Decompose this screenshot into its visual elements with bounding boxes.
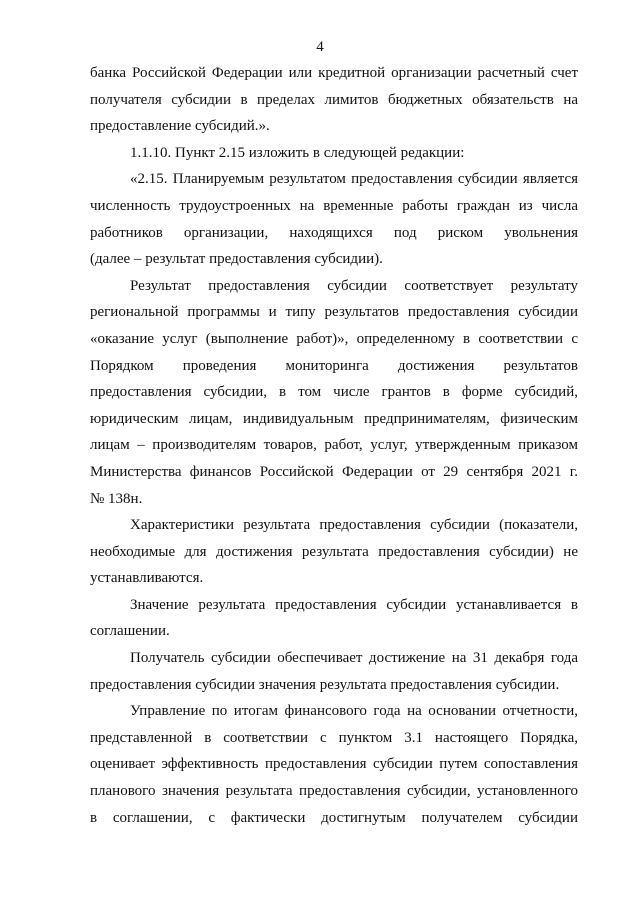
text-line: в соглашении, с фактически достигнутым получателем субсидии: [90, 809, 578, 826]
text-line: лицам – производителям товаров, работ, услуг, утвержденным приказом: [90, 437, 578, 454]
text-line: оценивает эффективность предоставления субсидии путем сопоставления: [90, 756, 578, 773]
text-line: работников организации, находящихся под риском увольнения: [90, 224, 578, 241]
text-line: устанавливаются.: [90, 570, 204, 587]
text-line: представленной в соответствии с пунктом 3.1 настоящего Порядка,: [90, 729, 578, 746]
text-line: Результат предоставления субсидии соответствует результату: [130, 277, 578, 294]
text-line: 1.1.10. Пункт 2.15 изложить в следующей редакции:: [130, 144, 465, 161]
text-line: предоставления субсидии, в том числе грантов в форме субсидий,: [90, 384, 578, 401]
text-line: юридическим лицам, индивидуальным предпринимателям, физическим: [90, 410, 578, 427]
text-line: (далее – результат предоставления субсидии).: [90, 251, 383, 268]
text-line: численность трудоустроенных на временные работы граждан из числа: [90, 197, 578, 214]
text-line: банка Российской Федерации или кредитной организации расчетный счет: [90, 65, 578, 81]
text-line: Управление по итогам финансового года на основании отчетности,: [130, 703, 578, 720]
text-line: планового значения результата предоставления субсидии, установленного: [90, 783, 578, 800]
text-line: получателя субсидии в пределах лимитов бюджетных обязательств на: [90, 91, 578, 108]
page-number: 4: [316, 39, 324, 55]
text-line: «2.15. Планируемым результатом предоставления субсидии является: [130, 171, 578, 188]
text-line: Значение результата предоставления субсидии устанавливается в: [130, 596, 578, 613]
text-line: «оказание услуг (выполнение работ)», определенному в соответствии с: [90, 330, 578, 347]
text-line: региональной программы и типу результатов предоставления субсидии: [90, 304, 578, 321]
text-line: Министерства финансов Российской Федерации от 29 сентября 2021 г.: [90, 463, 578, 480]
text-line: № 138н.: [90, 490, 143, 507]
text-line: Получатель субсидии обеспечивает достижение на 31 декабря года: [130, 650, 578, 667]
document-body: [90, 60, 578, 831]
text-line: Порядком проведения мониторинга достижения результатов: [90, 357, 578, 374]
text-line: Характеристики результата предоставления субсидии (показатели,: [130, 517, 578, 534]
text-line: соглашении.: [90, 623, 170, 640]
text-line: предоставления субсидии значения результата предоставления субсидии.: [90, 676, 560, 693]
text-line: предоставление субсидий.».: [90, 118, 270, 135]
text-line: необходимые для достижения результата предоставления субсидии) не: [90, 543, 578, 560]
